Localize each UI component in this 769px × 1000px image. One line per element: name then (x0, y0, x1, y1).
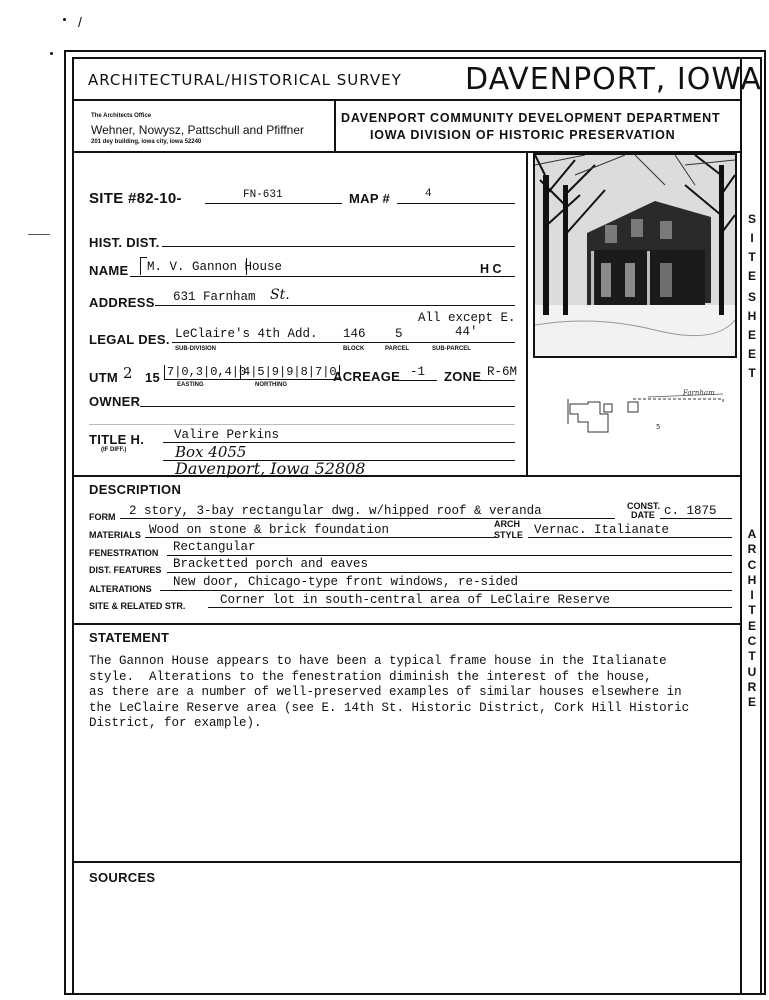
underline (208, 607, 732, 608)
underline (480, 380, 515, 381)
alterations-value: New door, Chicago-type front windows, re-sided (173, 575, 519, 589)
side-letter: R (747, 679, 757, 694)
fenestration-value: Rectangular (173, 540, 256, 554)
owner-label: OWNER (89, 394, 141, 409)
form-label: FORM (89, 512, 116, 522)
description-heading: DESCRIPTION (89, 482, 182, 497)
statement-heading: STATEMENT (89, 630, 170, 645)
legal-subdivision: LeClaire's 4th Add. (175, 327, 318, 341)
northing-label: NORTHING (255, 382, 287, 388)
side-letter: H (747, 572, 757, 587)
const-value: c. 1875 (664, 504, 717, 518)
side-letter: E (747, 328, 756, 342)
zone-value: R-6M (487, 365, 518, 379)
underline (397, 380, 437, 381)
utm-zone-num: 15 (145, 370, 161, 385)
site-plan-sketch (548, 384, 728, 444)
margin-mark (63, 18, 66, 21)
underline (130, 276, 515, 277)
const-label-1: CONST. (627, 501, 661, 511)
divider (72, 623, 741, 625)
sketch-street-label: Farnham (683, 389, 715, 397)
survey-title: ARCHITECTURAL/HISTORICAL SURVEY (88, 71, 402, 89)
hist-dist-label: HIST. DIST. (89, 235, 160, 250)
margin-mark (28, 234, 50, 235)
address-label: ADDRESS (89, 295, 155, 310)
margin-mark: / (78, 14, 82, 30)
legal-label: LEGAL DES. (89, 332, 170, 347)
sub-label: SUB-PARCEL (432, 346, 471, 352)
title-if-diff: (IF DIFF.) (101, 447, 127, 453)
site-related-label: SITE & RELATED STR. (89, 601, 186, 611)
underline (140, 406, 515, 407)
site-plan-drawing (548, 384, 728, 444)
underline (205, 203, 342, 204)
firm-name: Wehner, Nowysz, Pattschull and Pfiffner (91, 123, 304, 137)
legal-parcel: 5 (395, 327, 403, 341)
side-letter: T (748, 603, 756, 618)
divider (526, 151, 528, 476)
name-code: H C (480, 262, 502, 276)
site-label: SITE #82-10- (89, 190, 182, 207)
name-bracket (246, 258, 250, 275)
side-letter: C (747, 557, 757, 572)
underline (167, 572, 732, 573)
utm-easting: 7|0,3|0,4|0 (164, 365, 248, 380)
underline (397, 203, 515, 204)
name-bracket (140, 257, 147, 275)
title-handwritten-1: Box 4055 (175, 443, 247, 461)
side-letter: U (747, 664, 757, 679)
sub-label: PARCEL (385, 346, 410, 352)
divider (72, 99, 741, 101)
map-value: 4 (425, 188, 432, 200)
side-letter: E (747, 347, 756, 361)
divider (72, 475, 741, 477)
side-letter: I (750, 588, 754, 603)
name-label: NAME (89, 263, 129, 278)
materials-value: Wood on stone & brick foundation (149, 523, 390, 537)
dept-line-1: DAVENPORT COMMUNITY DEVELOPMENT DEPARTMENT (341, 111, 721, 125)
arch-label-1: ARCH (494, 519, 520, 529)
side-letter: E (747, 695, 756, 710)
title-label: TITLE H. (89, 432, 145, 447)
easting-label: EASTING (177, 382, 204, 388)
firm-address: 201 dey building, iowa city, iowa 52240 (91, 139, 202, 145)
sub-label: BLOCK (343, 346, 365, 352)
underline (172, 342, 515, 343)
utm-label: UTM (89, 370, 119, 385)
house-photo (533, 153, 737, 358)
side-label-architecture (745, 527, 759, 711)
const-label-2: DATE (631, 510, 655, 520)
statement-text: The Gannon House appears to have been a typical frame house in the Italianate style. Alterations to the fenestration diminish the interest of the house, as there are a number of well-preserved examples of similar houses elsewhere in the LeClaire Reserve area (see E. 14th St. Historic District, Cork Hill Historic District, for example). (89, 654, 690, 730)
arch-label-2: STYLE (494, 530, 524, 540)
side-letter: I (750, 231, 754, 245)
side-letter: S (747, 212, 756, 226)
divider (334, 99, 336, 152)
underline (528, 537, 732, 538)
form-value: 2 story, 3-bay rectangular dwg. w/hipped roof & veranda (129, 504, 542, 518)
underline (660, 518, 732, 519)
zone-label: ZONE (444, 369, 482, 384)
arch-value: Vernac. Italianate (534, 523, 670, 537)
address-handwritten: St. (270, 287, 290, 303)
side-letter: A (747, 527, 757, 541)
side-label-site (745, 210, 759, 286)
title-handwritten-2: Davenport, Iowa 52808 (175, 459, 366, 478)
site-related-value: Corner lot in south-central area of LeClaire Reserve (220, 593, 611, 607)
name-value: M. V. Gannon House (147, 260, 283, 274)
divider (72, 861, 741, 863)
legal-subparcel-1: All except E. (418, 311, 516, 325)
sketch-lot-number: 5 (656, 423, 661, 431)
underline (89, 424, 515, 425)
side-letter: E (747, 618, 756, 633)
dist-features-value: Bracketted porch and eaves (173, 557, 369, 571)
side-letter: H (747, 309, 757, 323)
legal-block: 146 (343, 327, 366, 341)
side-letter: E (747, 269, 756, 283)
utm-northing: 4|5|9|9|8|7|0 (240, 365, 340, 380)
materials-label: MATERIALS (89, 530, 141, 540)
side-label-sheet (745, 288, 759, 383)
dept-line-2: IOWA DIVISION OF HISTORIC PRESERVATION (370, 128, 676, 142)
sources-heading: SOURCES (89, 870, 156, 885)
site-value: FN-631 (243, 189, 283, 201)
underline (155, 305, 515, 306)
underline (120, 518, 615, 519)
utm-handwritten-mark: 2 (123, 364, 133, 382)
sub-label: SUB-DIVISION (175, 346, 217, 352)
underline (167, 555, 732, 556)
side-letter: T (748, 366, 756, 380)
acreage-label: ACREAGE (333, 369, 401, 384)
dist-features-label: DIST. FEATURES (89, 565, 162, 575)
city-title: DAVENPORT, IOWA (465, 62, 762, 97)
acreage-value: -1 (410, 365, 426, 379)
side-letter: T (748, 649, 756, 664)
firm-office: The Architects Office (91, 113, 152, 119)
address-value: 631 Farnham (173, 290, 256, 304)
divider (740, 57, 742, 995)
underline (162, 246, 515, 247)
side-letter: C (747, 634, 757, 649)
underline (145, 537, 495, 538)
side-letter: R (747, 542, 757, 557)
side-letter: S (747, 290, 756, 304)
legal-subparcel-2: 44' (455, 325, 478, 339)
alterations-label: ALTERATIONS (89, 584, 152, 594)
underline (160, 590, 732, 591)
title-value: Valire Perkins (174, 428, 280, 442)
margin-mark (50, 52, 53, 55)
fenestration-label: FENESTRATION (89, 548, 159, 558)
map-label: MAP # (349, 191, 390, 206)
side-letter: T (748, 250, 756, 264)
house-photo-image (535, 155, 735, 356)
